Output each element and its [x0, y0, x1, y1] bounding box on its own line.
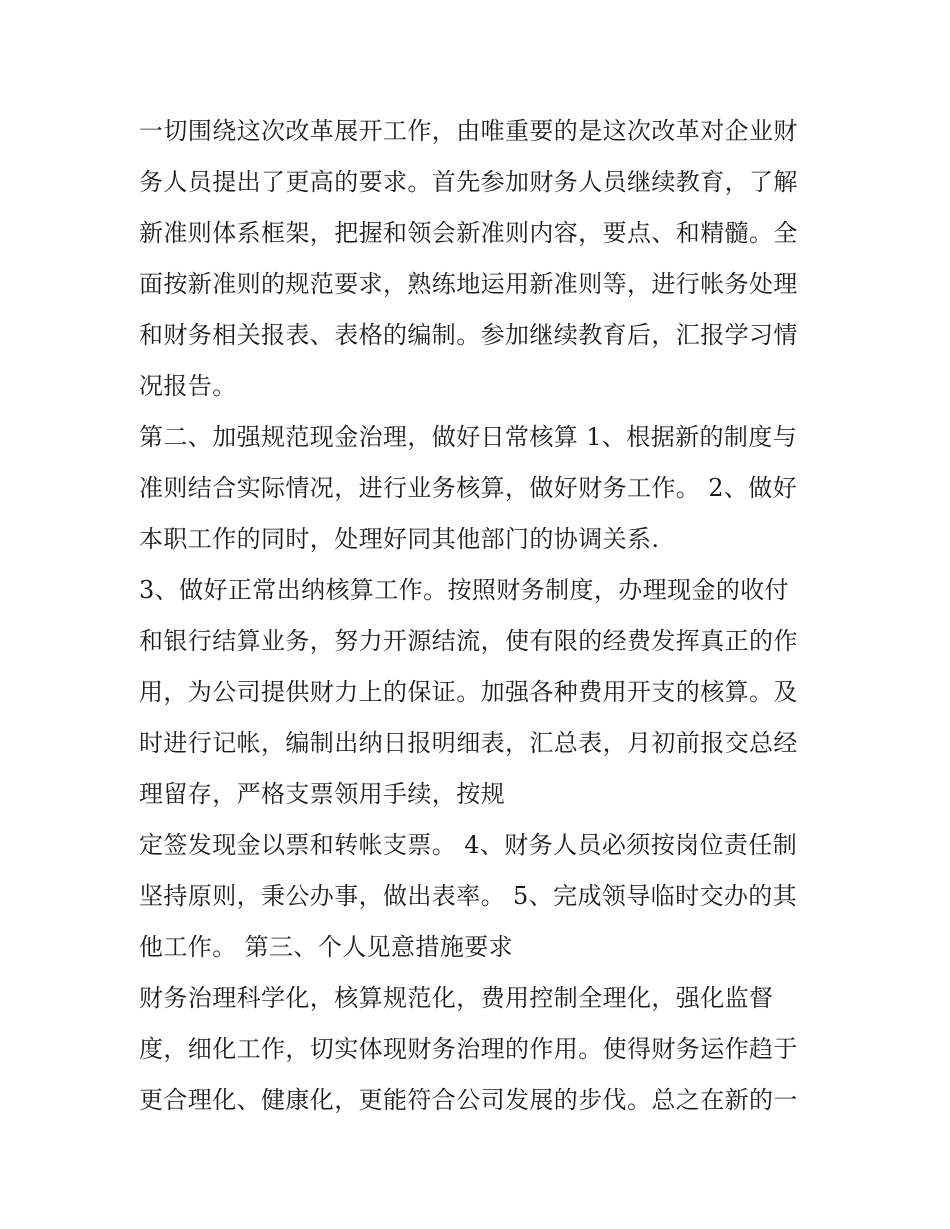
text-line: 理留存，严格支票领用手续，按规 [139, 780, 505, 808]
text-line: 本职工作的同时，处理好同其他部门的协调关系. [139, 525, 660, 553]
text-line: 坚持原则，秉公办事，做出表率。 5、完成领导临时交办的其 [139, 882, 798, 910]
text-line: 新准则体系框架，把握和领会新准则内容，要点、和精髓。全 [139, 219, 798, 247]
text-line: 务人员提出了更高的要求。首先参加财务人员继续教育，了解 [139, 168, 798, 196]
text-line: 第二、加强规范现金治理，做好日常核算 1、根据新的制度与 [139, 423, 798, 451]
text-line: 财务治理科学化，核算规范化，费用控制全理化，强化监督 [139, 984, 774, 1012]
text-line: 况报告。 [139, 372, 237, 400]
text-line: 和财务相关报表、表格的编制。参加继续教育后，汇报学习情 [139, 321, 798, 349]
text-line: 准则结合实际情况，进行业务核算，做好财务工作。 2、做好 [139, 474, 798, 502]
text-line: 度，细化工作，切实体现财务治理的作用。使得财务运作趋于 [139, 1035, 798, 1063]
text-line: 和银行结算业务，努力开源结流，使有限的经费发挥真正的作 [139, 627, 798, 655]
text-line: 一切围绕这次改革展开工作，由唯重要的是这次改革对企业财 [139, 117, 798, 145]
text-line: 更合理化、健康化，更能符合公司发展的步伐。总之在新的一 [139, 1086, 798, 1114]
text-line: 面按新准则的规范要求，熟练地运用新准则等，进行帐务处理 [139, 270, 798, 298]
text-line: 3、做好正常出纳核算工作。按照财务制度，办理现金的收付 [139, 576, 790, 604]
text-line: 时进行记帐，编制出纳日报明细表，汇总表，月初前报交总经 [139, 729, 798, 757]
text-line: 定签发现金以票和转帐支票。 4、财务人员必须按岗位责任制 [139, 831, 798, 859]
text-line: 用，为公司提供财力上的保证。加强各种费用开支的核算。及 [139, 678, 798, 706]
text-line: 他工作。 第三、个人见意措施要求 [139, 933, 514, 961]
body-text [139, 106, 819, 1126]
